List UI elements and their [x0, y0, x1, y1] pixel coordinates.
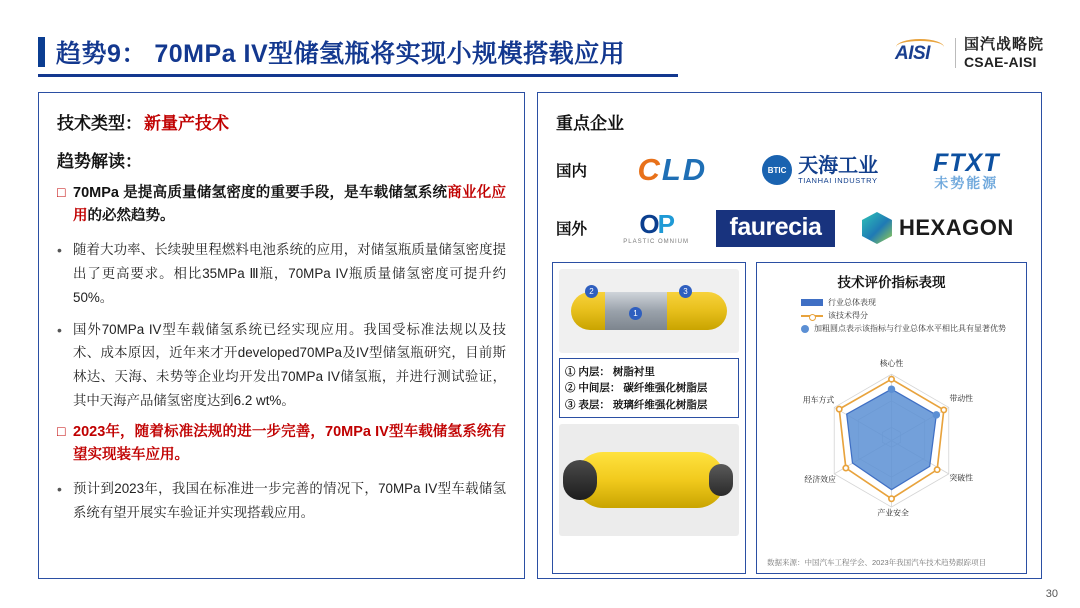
chart-annotation	[801, 323, 1016, 334]
companies-row-label: 国内	[556, 163, 588, 180]
faurecia-logo: faurecia	[716, 210, 836, 247]
logo-cn-name: 国汽战略院	[963, 36, 1044, 54]
btic-badge-icon: BTIC	[762, 155, 792, 185]
callout-1-icon: 1	[629, 307, 642, 320]
companies-row-domestic	[552, 144, 1027, 196]
companies-row-overseas	[552, 202, 1027, 254]
bullet-text: 国外70MPa IV型车载储氢系统已经实现应用。我国受标准法规以及技术、成本原因，近年来才开developed70MPa及IV型储氢瓶研究，目前斯林达、天海、未势等企业均开发出70MPa IV储氢瓶，并进行测试验证，其中天海产品储氢密度达到6.2 wt%。	[73, 321, 506, 409]
legend-swatch-icon	[801, 299, 823, 306]
legend-line-icon	[801, 315, 823, 317]
tank-layer-legend	[559, 358, 739, 418]
po-monogram-icon	[623, 210, 689, 239]
cld-letter-c: C	[637, 152, 662, 187]
lower-section	[552, 262, 1027, 574]
radar-label-0: 核心性	[879, 358, 904, 368]
ftxt-name: FTXT	[933, 148, 1000, 177]
bullet-seg: 70MPa 是提高质量储氢密度的重要手段，是车载储氢系统	[73, 185, 448, 201]
title-underline	[38, 74, 678, 77]
tech-type-value: 新量产技术	[144, 114, 229, 133]
tech-evaluation-chart-box	[756, 262, 1027, 574]
tianhai-cn-name: 天海工业	[798, 154, 879, 177]
radar-label-1: 带动性	[949, 393, 974, 403]
bullet-point	[57, 477, 506, 525]
tianhai-en-name: TIANHAI INDUSTRY	[798, 175, 878, 185]
logo-divider	[955, 38, 956, 68]
radar-label-4: 经济效应	[804, 475, 836, 485]
bullet-point	[57, 421, 506, 468]
plastic-omnium-name: PLASTIC OMNIUM	[623, 239, 689, 245]
bullet-seg-highlight: 商业化应用	[73, 185, 506, 225]
title-accent-bar	[38, 37, 45, 67]
tank-photo-body	[575, 452, 725, 508]
radar-label-3: 产业安全	[877, 508, 909, 518]
tech-type-row	[57, 109, 506, 134]
square-bullet-icon: □	[57, 184, 66, 200]
logo-aisi-text: AISI	[894, 43, 930, 64]
chart-legend	[801, 297, 1016, 334]
legend-dot-icon	[801, 325, 809, 333]
companies-row-label: 国外	[556, 221, 588, 238]
right-content-panel	[537, 92, 1042, 579]
ftxt-logo	[933, 150, 1000, 191]
legend-item-industry	[801, 297, 1016, 308]
hexagon-logo	[862, 212, 1014, 244]
chart-title: 技术评价指标表现	[837, 275, 946, 290]
key-companies-title: 重点企业	[556, 114, 624, 133]
tianhai-logo	[762, 155, 878, 185]
bullet-text: 2023年，随着标准法规的进一步完善，70MPa IV型车载储氢系统有望实现装车应用。	[73, 423, 506, 464]
cld-letter-d: D	[682, 152, 708, 187]
tech-type-label: 技术类型：	[57, 114, 142, 133]
ftxt-cn-name: 未势能源	[934, 174, 999, 191]
legend-line: ① 内层： 树脂衬里	[565, 366, 655, 378]
chart-annotation-text: 加粗圆点表示该指标与行业总体水平相比具有显著优势	[814, 324, 1006, 333]
page-title: 趋势9： 70MPa IV型储氢瓶将实现小规模搭载应用	[56, 40, 626, 68]
hexagon-mark-icon	[862, 212, 892, 244]
callout-2-icon: 2	[585, 285, 598, 298]
companies-logo-group	[610, 144, 1027, 196]
title-bar	[38, 34, 625, 70]
legend-label: 行业总体表现	[828, 298, 876, 307]
legend-line: ② 中间层： 碳纤维强化树脂层	[565, 382, 708, 395]
po-letter-p: P	[657, 209, 673, 240]
radar-chart-svg	[767, 336, 1016, 532]
radar-series-industry	[847, 389, 937, 489]
bullet-point	[57, 318, 506, 413]
legend-item-tech	[801, 310, 1016, 321]
plastic-omnium-logo	[623, 210, 689, 245]
dot-bullet-icon: •	[57, 480, 62, 497]
bullet-point	[57, 182, 506, 229]
left-content-panel	[38, 92, 525, 579]
dot-bullet-icon: •	[57, 241, 62, 258]
legend-line: ③ 表层： 玻璃纤维强化树脂层	[565, 398, 708, 411]
radar-chart	[767, 336, 1016, 532]
square-bullet-icon: □	[57, 422, 66, 439]
logo-en-name: CSAE-AISI	[963, 53, 1037, 70]
po-letter-o: O	[639, 209, 658, 240]
tank-photo-end-cap-left	[563, 460, 597, 500]
bullet-point	[57, 238, 506, 310]
hexagon-name: HEXAGON	[898, 215, 1014, 240]
bullet-text: 预计到2023年，我国在标准进一步完善的情况下，70MPa IV型车载储氢系统有望开展实车验证并实现搭载应用。	[73, 480, 506, 520]
radar-label-2: 突破性	[949, 473, 974, 483]
cld-letter-l: L	[661, 152, 683, 187]
slide-header	[0, 0, 1080, 82]
tank-structure-box	[552, 262, 746, 574]
page-number: 30	[1045, 588, 1058, 600]
tank-photo-end-cap-right	[709, 464, 733, 496]
bullet-text: 随着大功率、长续驶里程燃料电池系统的应用，对储氢瓶质量储氢密度提出了更高要求。相比35MPa Ⅲ瓶，70MPa IV瓶质量储氢密度可提升约50%。	[73, 241, 506, 305]
chart-source-note: 数据来源：中国汽车工程学会、2023年我国汽车技术趋势跟踪项目	[767, 558, 987, 567]
tank-photo	[559, 424, 739, 536]
tank-cutaway-image	[559, 269, 739, 353]
brand-logo	[895, 36, 1044, 70]
tianhai-text-block	[798, 156, 878, 185]
cld-logo	[637, 152, 707, 188]
radar-label-5: 用车方式	[802, 395, 835, 405]
companies-logo-group	[610, 202, 1027, 254]
dot-bullet-icon: •	[57, 321, 62, 338]
callout-3-icon: 3	[679, 285, 692, 298]
legend-label: 该技术得分	[828, 311, 868, 320]
logo-text-block	[964, 36, 1044, 69]
bullet-seg: 的必然趋势。	[87, 208, 175, 225]
bullet-text	[73, 182, 506, 229]
interpretation-heading: 趋势解读：	[57, 152, 142, 171]
aisi-logo-icon	[895, 36, 947, 70]
